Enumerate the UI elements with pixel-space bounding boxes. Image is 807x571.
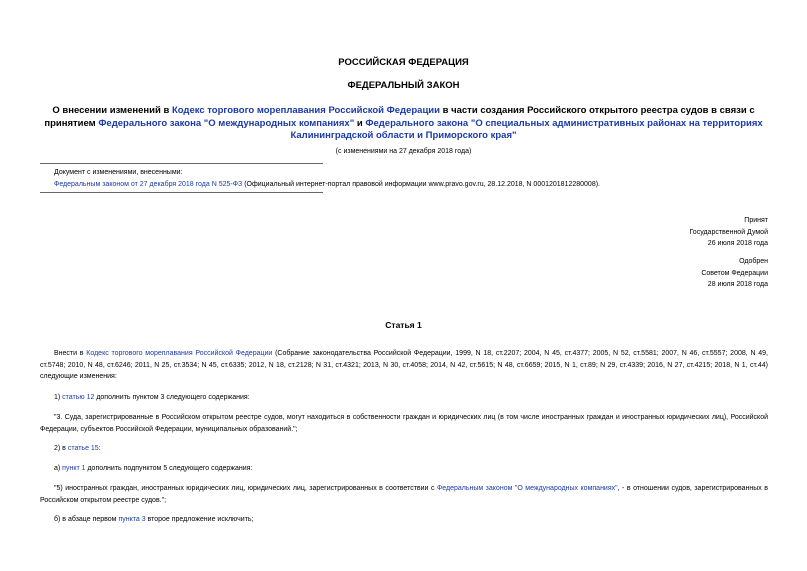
paragraph [40, 392, 768, 404]
paragraph [40, 514, 768, 526]
special-districts-law-link[interactable]: Федерального закона "О специальных административных районах на территориях Калининградской области и Приморского края" [290, 117, 763, 141]
law-title [40, 105, 767, 143]
adopted-line: Государственной Думой [689, 228, 768, 236]
paragraph [40, 483, 768, 506]
adopted-line: Принят [744, 217, 768, 224]
paragraph-text: Внести в [54, 350, 87, 357]
paragraph [40, 443, 768, 455]
law-title-text: и [354, 117, 366, 129]
paragraph: "3. Суда, зарегистрированные в Российском открытом реестре судов, могут находиться в собственности граждан и юридических лиц (в том числе иностранных граждан и иностранных юридических лиц), Российской Федерации, субъектов Российской Федерации, муниципальных образований."; [40, 414, 768, 433]
international-companies-law-link[interactable]: Федерального закона "О международных компаниях" [98, 117, 355, 129]
adopted-date: 26 июля 2018 года [707, 240, 768, 247]
paragraph-text: дополнить пунктом 3 следующего содержания: [94, 394, 250, 401]
paragraph-text: 1) [54, 394, 63, 401]
adopted-block [689, 215, 768, 250]
maritime-code-link[interactable]: Кодекс торгового мореплавания Российской Федерации [171, 105, 440, 116]
divider [40, 163, 323, 164]
divider [40, 192, 323, 193]
clause-1-link[interactable]: пункт 1 [62, 465, 86, 472]
law-title-text: в части создания Российского открытого реестра судов в связи с принятием [44, 105, 755, 129]
paragraph-text: второе предложение исключить; [145, 516, 254, 523]
approved-date: 28 июля 2018 года [707, 281, 768, 288]
paragraph-text: б) в абзаце первом [54, 516, 119, 523]
amended-note: (с изменениями на 27 декабря 2018 года) [335, 148, 472, 155]
approved-line: Советом Федерации [701, 269, 768, 277]
paragraph-text: "5) иностранных граждан, иностранных юридических лиц, юридических лиц, зарегистрированных в соответствии с [54, 485, 437, 492]
approved-block [701, 256, 768, 291]
maritime-code-link[interactable]: Кодекс торгового мореплавания Российской Федерации [86, 350, 273, 357]
doc-changes-label: Документ с изменениями, внесенными: [54, 169, 183, 176]
article-15-link[interactable]: статье 15 [67, 445, 99, 452]
clause-3-link[interactable]: пункта 3 [118, 516, 146, 523]
doc-changes-block [54, 167, 774, 191]
amending-law-link[interactable]: Федеральным законом от 27 декабря 2018 года N 525-ФЗ [54, 181, 243, 188]
paragraph-text: : [98, 445, 101, 452]
paragraph-text: 2) в [54, 445, 68, 452]
paragraph-text: а) [54, 465, 63, 472]
paragraph-text: (Собрание законодательства Российской Федерации, 1999, N 18, ст.2207; 2004, N 45, ст.4377; 2005, N 52, ст.5581; 2007, N 46, ст.5557; 2008, N 49, ст.5748; 2010, N 48, ст.6246; 2011, N 25, ст.3534; N 45, ст.6335; 2012, N 18, ст.2128; N 31, ст.4321; 2013, N 30, ст.4058; 2014, N 42, ст.5615; N 48, ст.6659; 2015, N 1, ст.89; N 29, ст.4339; 2016, N 27, ст.4215; 2018, N 1, ст.44) следующие изменения: [40, 350, 768, 380]
paragraph [40, 463, 768, 475]
paragraph-text: , - в отношении судов, зарегистрированных в Российском открытом реестре судов."; [40, 485, 768, 504]
paragraph-text: дополнить подпунктом 5 следующего содержания: [85, 465, 253, 472]
country-heading: РОССИЙСКАЯ ФЕДЕРАЦИЯ [338, 57, 469, 68]
article-heading: Статья 1 [385, 320, 422, 330]
doc-type-heading: ФЕДЕРАЛЬНЫЙ ЗАКОН [347, 80, 460, 91]
approved-line: Одобрен [739, 258, 768, 265]
international-companies-law-link[interactable]: Федеральным законом "О международных компаниях" [436, 485, 618, 492]
paragraph [40, 348, 768, 383]
doc-changes-line [54, 179, 774, 191]
law-title-text: О внесении изменений в [52, 105, 172, 116]
doc-changes-source: (Официальный интернет-портал правовой информации www.pravo.gov.ru, 28.12.2018, N 0001201812280008). [242, 181, 600, 188]
article-12-link[interactable]: статью 12 [62, 394, 95, 401]
